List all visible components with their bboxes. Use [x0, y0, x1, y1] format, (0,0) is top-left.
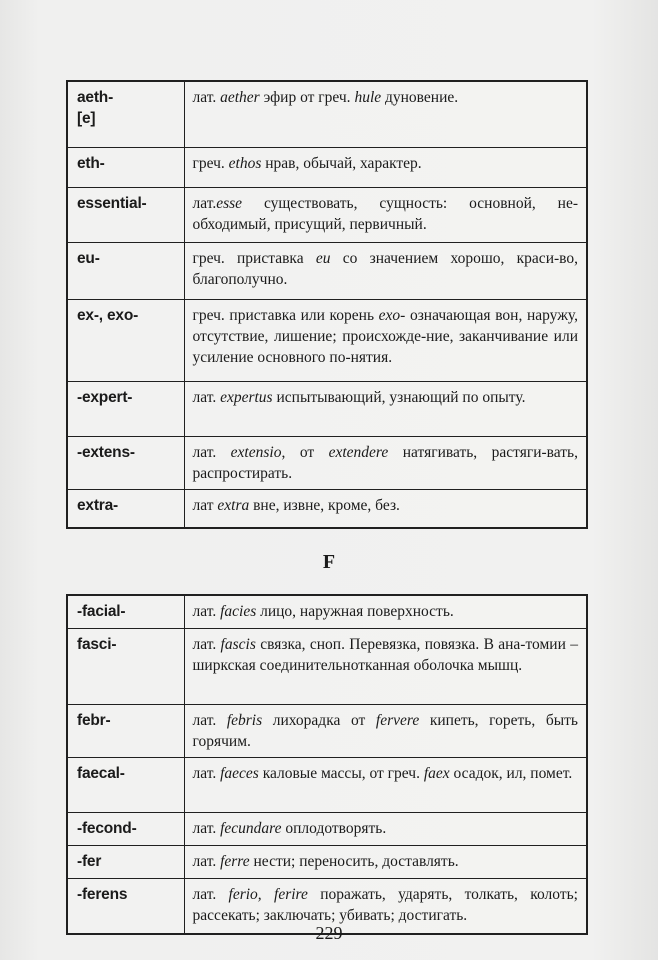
latin-term: aether [220, 89, 260, 106]
definition-cell: лат. fascis связка, сноп. Перевязка, повязка. В ана-томии – ширкская соединительнотканная оболочка мышц. [184, 629, 587, 705]
table-row [67, 243, 587, 300]
latin-term: faex [423, 765, 450, 782]
term-cell: -facial- [67, 595, 184, 629]
table-row [67, 629, 587, 705]
latin-term: esse [216, 195, 243, 212]
term-cell: extra- [67, 490, 184, 529]
term-cell: -fer [67, 846, 184, 879]
term-cell: febr- [67, 705, 184, 758]
latin-term: febris [226, 712, 263, 729]
latin-term: fascis [220, 636, 256, 653]
term-cell: -ferens [67, 879, 184, 935]
definition-cell: лат. febris лихорадка от fervere кипеть, гореть, быть горячим. [184, 705, 587, 758]
table-row [67, 705, 587, 758]
definition-cell: лат extra вне, извне, кроме, без. [184, 490, 587, 529]
term-cell: essential- [67, 188, 184, 243]
definition-cell: лат. extensio, от extendere натягивать, растяги-вать, распростирать. [184, 437, 587, 490]
definition-cell: лат. fecundare оплодотворять. [184, 813, 587, 846]
latin-term: facies [220, 603, 257, 620]
definition-cell: лат. ferio, ferire поражать, ударять, толкать, колоть; рассекать; заключать; убивать; достигать. [184, 879, 587, 935]
definition-cell: греч. приставка или корень exo- означающая вон, наружу, отсутствие, лишение; происхожде-ние, заканчивание или усиление основного по-нятия. [184, 300, 587, 382]
table-row [67, 490, 587, 529]
latin-term: fecundare [220, 820, 282, 837]
term-cell: -expert- [67, 382, 184, 437]
latin-term: ethos [228, 155, 262, 172]
definition-cell: лат. ferre нести; переносить, доставлять. [184, 846, 587, 879]
table-row [67, 437, 587, 490]
table-row [67, 300, 587, 382]
definition-cell: лат. aether эфир от греч. hule дуновение. [184, 81, 587, 148]
glossary-table-f [66, 594, 588, 935]
table-row [67, 758, 587, 813]
term-cell: eu- [67, 243, 184, 300]
term-cell: fasci- [67, 629, 184, 705]
section-letter-heading: F [322, 551, 336, 573]
latin-term: exo- [378, 307, 406, 324]
table-row [67, 148, 587, 188]
definition-cell: лат. facies лицо, наружная поверхность. [184, 595, 587, 629]
latin-term: extra [217, 497, 250, 514]
term-cell: aeth- [e] [67, 81, 184, 148]
glossary-table-e [66, 80, 588, 529]
table-row [67, 595, 587, 629]
latin-term: fervere [375, 712, 420, 729]
latin-term: expertus [220, 389, 273, 406]
table-row [67, 81, 587, 148]
latin-term: ferre [220, 853, 250, 870]
definition-cell: греч. ethos нрав, обычай, характер. [184, 148, 587, 188]
latin-term: extensio [230, 444, 282, 461]
table-row [67, 846, 587, 879]
table-row [67, 813, 587, 846]
term-cell: faecal- [67, 758, 184, 813]
term-cell: ex-, exo- [67, 300, 184, 382]
page-number: 229 [315, 923, 343, 943]
latin-term: extendere [328, 444, 389, 461]
term-cell: -fecond- [67, 813, 184, 846]
latin-term: hule [354, 89, 382, 106]
term-cell: eth- [67, 148, 184, 188]
definition-cell: лат.esse существовать, сущность: основной, не-обходимый, присущий, первичный. [184, 188, 587, 243]
definition-cell: греч. приставка eu со значением хорошо, краси-во, благополучно. [184, 243, 587, 300]
table-row [67, 188, 587, 243]
definition-cell: лат. expertus испытывающий, узнающий по опыту. [184, 382, 587, 437]
table-row [67, 382, 587, 437]
definition-cell: лат. faeces каловые массы, от греч. faex осадок, ил, помет. [184, 758, 587, 813]
term-cell: -extens- [67, 437, 184, 490]
latin-term: faeces [220, 765, 259, 782]
latin-term: eu [315, 250, 331, 267]
latin-term: ferio, ferire [228, 886, 308, 903]
